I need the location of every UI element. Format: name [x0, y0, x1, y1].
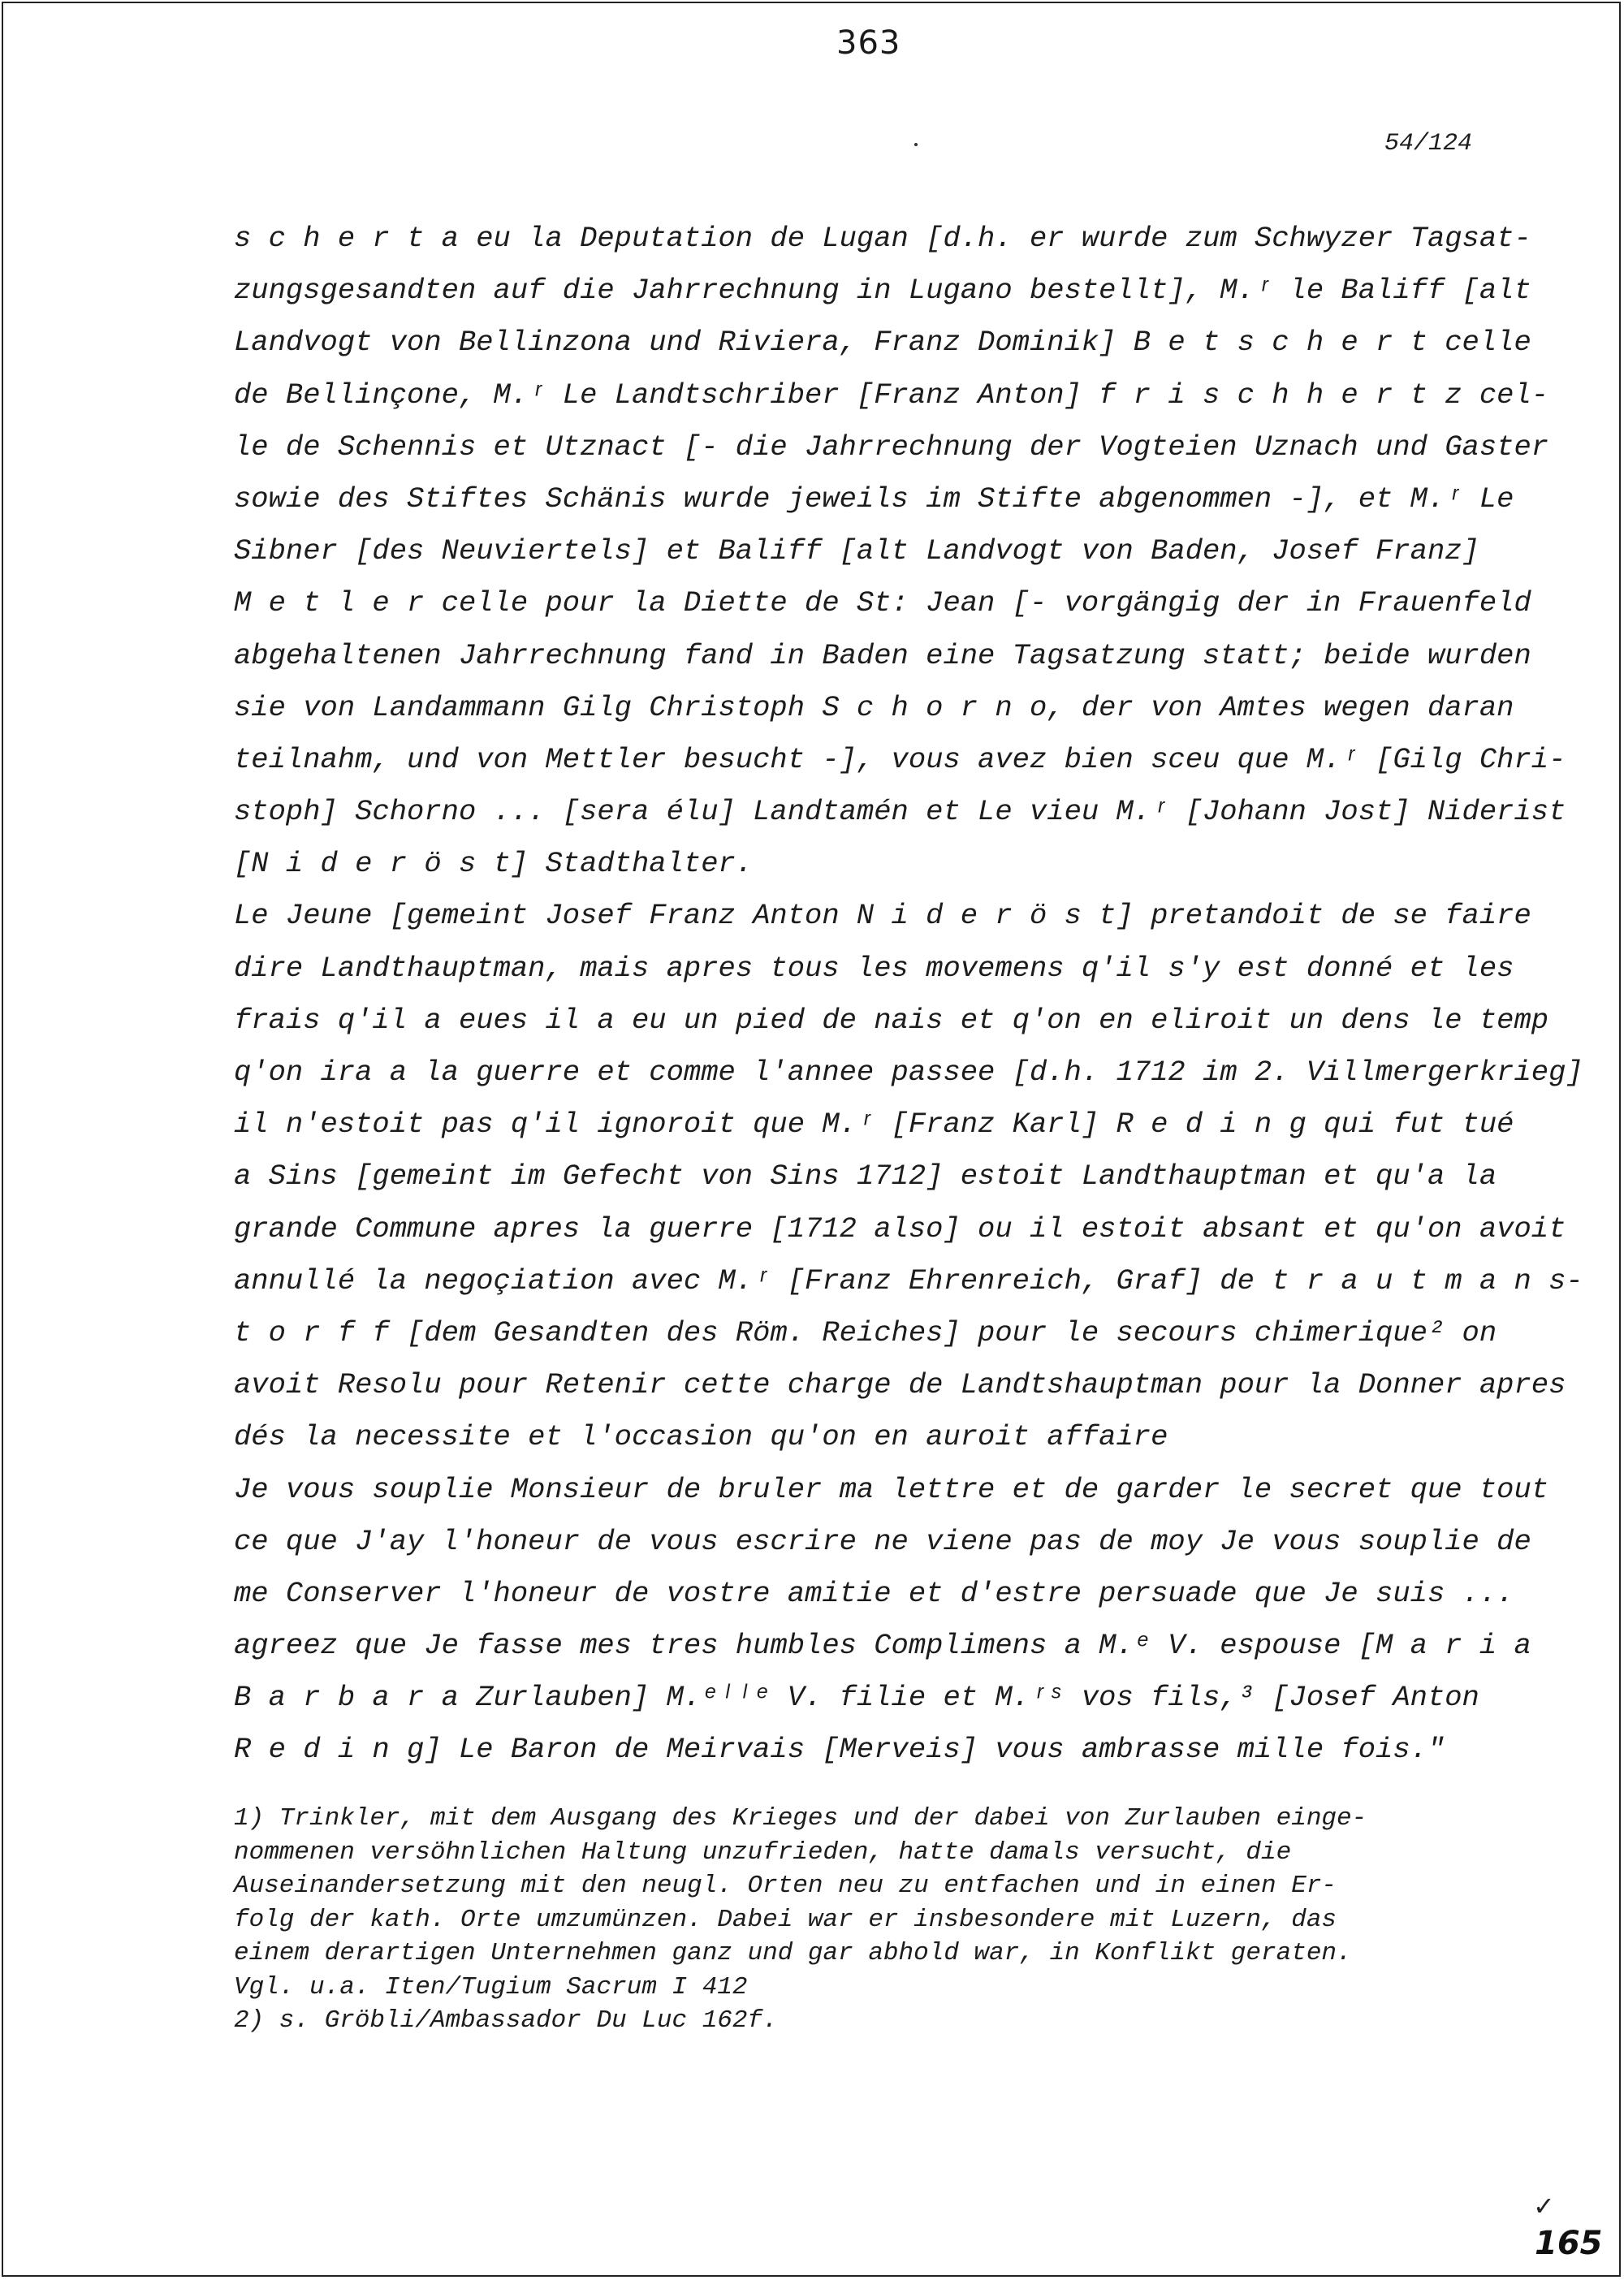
text-line: avoit Resolu pour Retenir cette charge de Landtshauptman pour la Donner apres — [234, 1368, 1566, 1402]
letter-body — [234, 213, 1583, 1777]
text-line: annullé la negoçiation avec M.ʳ [Franz Ehrenreich, Graf] de t r a u t m a n s- — [234, 1263, 1583, 1298]
text-line: abgehaltenen Jahrrechnung fand in Baden eine Tagsatzung statt; beide wurden — [234, 638, 1531, 672]
text-line: teilnahm, und von Mettler besucht -], vous avez bien sceu que M.ʳ [Gilg Chri- — [234, 742, 1566, 776]
footnote-line: 2) s. Gröbli/Ambassador Du Luc 162f. — [234, 2006, 778, 2035]
text-line: s c h e r t a eu la Deputation de Lugan [d.h. er wurde zum Schwyzer Tagsat- — [234, 222, 1531, 255]
text-line: Landvogt von Bellinzona und Riviera, Franz Dominik] B e t s c h e r t celle — [234, 326, 1531, 360]
text-line: zungsgesandten auf die Jahrrechnung in Lugano bestellt], M.ʳ le Baliff [alt — [234, 274, 1531, 308]
text-line: a Sins [gemeint im Gefecht von Sins 1712] estoit Landthauptman et qu'a la — [234, 1159, 1497, 1194]
text-line: agreez que Je fasse mes tres humbles Complimens a M.ᵉ V. espouse [M a r i a — [234, 1629, 1531, 1663]
text-line: Sibner [des Neuviertels] et Baliff [alt Landvogt von Baden, Josef Franz] — [234, 534, 1479, 568]
footnote-line: Auseinandersetzung mit den neugl. Orten neu zu entfachen und in einen Er- — [234, 1872, 1337, 1900]
typed-page-number: 54/124 — [1384, 130, 1473, 158]
footnote-line: 1) Trinkler, mit dem Ausgang des Krieges und der dabei von Zurlauben einge- — [234, 1804, 1367, 1833]
check-mark-icon: ✓ — [1533, 2191, 1555, 2222]
footnote-line: einem derartigen Unternehmen ganz und gar abhold war, in Konflikt geraten. — [234, 1939, 1352, 1967]
text-line: q'on ira a la guerre et comme l'annee passee [d.h. 1712 im 2. Villmergerkrieg] — [234, 1056, 1583, 1089]
text-line: [N i d e r ö s t] Stadthalter. — [234, 847, 754, 881]
handwritten-page-number: 363 — [836, 24, 901, 62]
footnote-line: folg der kath. Orte umzumünzen. Dabei war er insbesondere mit Luzern, das — [234, 1905, 1337, 1934]
footnote-line: nommenen versöhnlichen Haltung unzufrieden, hatte damals versucht, die — [234, 1837, 1292, 1867]
text-line: t o r f f [dem Gesandten des Röm. Reiches] pour le secours chimerique² on — [234, 1315, 1497, 1349]
text-line: R e d i n g] Le Baron de Meirvais [Merveis] vous ambrasse mille fois." — [234, 1733, 1445, 1767]
text-line: dire Landthauptman, mais apres tous les movemens q'il s'y est donné et les — [234, 951, 1514, 985]
text-line: B a r b a r a Zurlauben] M.ᵉˡˡᵉ V. filie et M.ʳˢ vos fils,³ [Josef Anton — [234, 1681, 1479, 1715]
text-line: frais q'il a eues il a eu un pied de nais et q'on en eliroit un dens le temp — [234, 1003, 1549, 1037]
text-line: il n'estoit pas q'il ignoroit que M.ʳ [Franz Karl] R e d i n g qui fut tué — [234, 1108, 1514, 1142]
archive-number: 165 — [1535, 2225, 1603, 2262]
text-line: sie von Landammann Gilg Christoph S c h o r n o, der von Amtes wegen daran — [234, 690, 1514, 724]
text-line: Je vous souplie Monsieur de bruler ma lettre et de garder le secret que tout — [234, 1472, 1549, 1506]
text-line: grande Commune apres la guerre [1712 also] ou il estoit absant et qu'on avoit — [234, 1211, 1566, 1246]
footnote-line: Vgl. u.a. Iten/Tugium Sacrum I 412 — [234, 1972, 748, 2001]
text-line: dés la necessite et l'occasion qu'on en auroit affaire — [234, 1420, 1168, 1454]
text-line: me Conserver l'honeur de vostre amitie et d'estre persuade que Je suis ... — [234, 1576, 1514, 1610]
text-line: le de Schennis et Utznact [- die Jahrrechnung der Vogteien Uznach und Gaster — [234, 430, 1549, 464]
text-line: Le Jeune [gemeint Josef Franz Anton N i d e r ö s t] pretandoit de se faire — [234, 899, 1531, 933]
footnotes — [234, 1802, 1501, 2038]
speck-mark — [914, 143, 918, 146]
text-line: M e t l e r celle pour la Diette de St: Jean [- vorgängig der in Frauenfeld — [234, 586, 1531, 620]
text-line: stoph] Schorno ... [sera élu] Landtamén et Le vieu M.ʳ [Johann Jost] Niderist — [234, 795, 1566, 829]
text-line: sowie des Stiftes Schänis wurde jeweils im Stifte abgenommen -], et M.ʳ Le — [234, 481, 1514, 516]
text-line: de Bellinçone, M.ʳ Le Landtschriber [Franz Anton] f r i s c h h e r t z cel- — [234, 378, 1549, 412]
text-line: ce que J'ay l'honeur de vous escrire ne viene pas de moy Je vous souplie de — [234, 1524, 1531, 1558]
